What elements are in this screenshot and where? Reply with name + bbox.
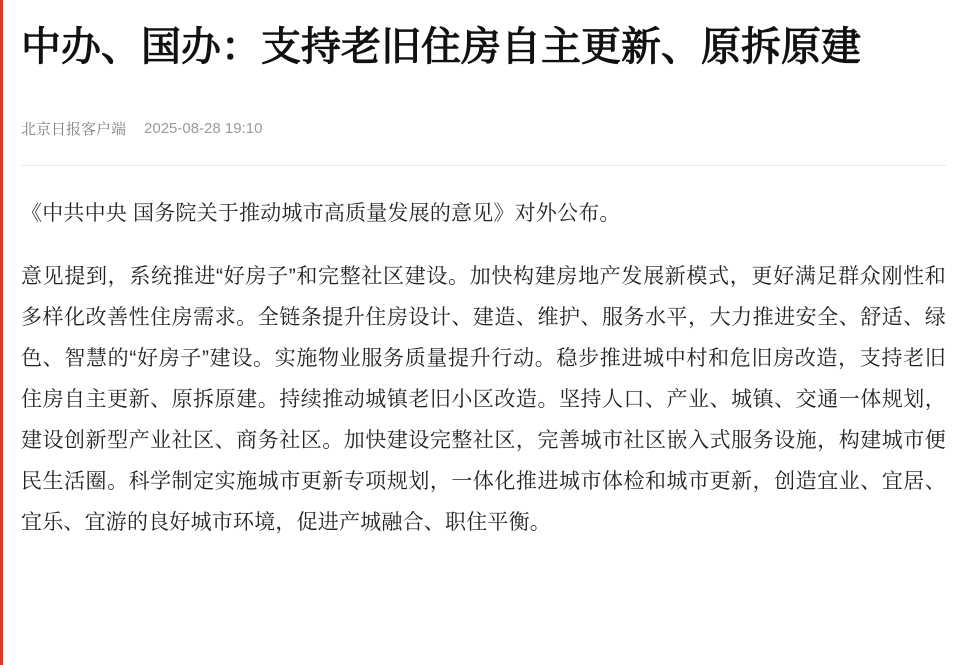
article-paragraph-2: 意见提到，系统推进“好房子”和完整社区建设。加快构建房地产发展新模式，更好满足群众刚性和多样化改善性住房需求。全链条提升住房设计、建造、维护、服务水平，大力推进安全、舒适、绿色、智慧的“好房子”建设。实施物业服务质量提升行动。稳步推进城中村和危旧房改造，支持老旧住房自主更新、原拆原建。持续推动城镇老旧小区改造。坚持人口、产业、城镇、交通一体规划，建设创新型产业社区、商务社区。加快建设完整社区，完善城市社区嵌入式服务设施，构建城市便民生活圈。科学制定实施城市更新专项规划，一体化推进城市体检和城市更新，创造宜业、宜居、宜乐、宜游的良好城市环境，促进产城融合、职住平衡。 <box>21 264 946 534</box>
page-title: 中办、国办：支持老旧住房自主更新、原拆原建 <box>21 25 861 69</box>
article-paragraph-1: 《中共中央 国务院关于推动城市高质量发展的意见》对外公布。 <box>21 202 621 225</box>
meta-divider <box>21 165 946 166</box>
article-meta <box>21 118 946 139</box>
article-source: 北京日报客户端 <box>21 121 127 138</box>
article-content <box>3 0 980 544</box>
article-body <box>21 194 946 544</box>
article-timestamp: 2025-08-28 19:10 <box>144 120 263 137</box>
